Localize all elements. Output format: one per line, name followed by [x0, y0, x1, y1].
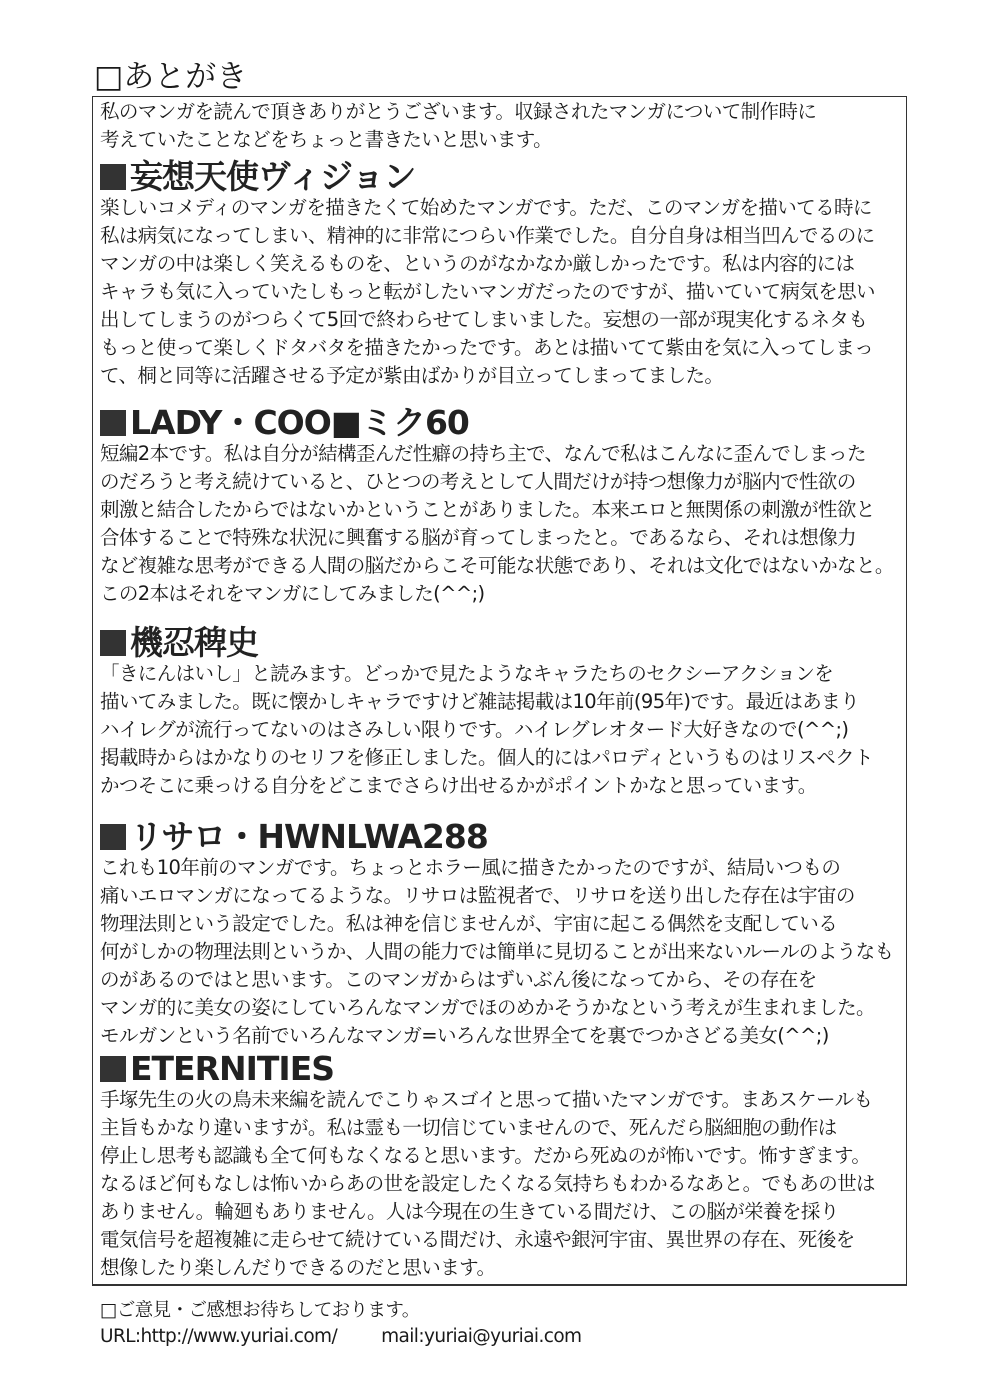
intro	[100, 98, 910, 154]
body-line: これも10年前のマンガです。ちょっとホラー風に描きたかったのですが、結局いつもの	[100, 856, 841, 879]
body-line: マンガ的に美女の姿にしていろんなマンガでほのめかそうかなという考えが生まれました。	[100, 996, 875, 1019]
intro-line: 考えていたことなどをちょっと書きたいと思います。	[100, 128, 553, 151]
body-line: もっと使って楽しくドタバタを描きたかったです。あとは描いてて紫由を気に入ってしまっ	[100, 336, 874, 359]
body-line: のだろうと考え続けていると、ひとつの考えとして人間だけが持つ想像力が脳内で性欲の	[100, 470, 856, 493]
black-square-icon	[100, 410, 126, 436]
body-line: 主旨もかなり違いますが。私は霊も一切信じていませんので、死んだら脳細胞の動作は	[100, 1116, 837, 1139]
body-line: 私は病気になってしまい、精神的に非常につらい作業でした。自分自身は相当凹んでるのに	[100, 224, 875, 247]
body-line: 手塚先生の火の鳥未来編を読んでこりゃスゴイと思って描いたマンガです。まあスケールも	[100, 1088, 873, 1111]
body-line: キャラも気に入っていたしもっと転がしたいマンガだったのですが、描いていて病気を思い	[100, 280, 875, 303]
section-heading-text: ETERNITIES	[130, 1049, 335, 1088]
body-line: て、桐と同等に活躍させる予定が紫由ばかりが目立ってしまってました。	[100, 364, 724, 387]
body-line: のがあるのではと思います。このマンガからはずいぶん後になってから、その存在を	[100, 968, 817, 991]
section-eternities	[100, 1049, 910, 1282]
section-heading-text: LADY・COO■ミク60	[130, 403, 469, 442]
body-line: ハイレグが流行ってないのはさみしい限りです。ハイレグレオタード大好きなので(^^;)	[100, 718, 849, 741]
black-square-icon	[100, 630, 126, 656]
black-square-icon	[100, 164, 126, 190]
body-line: 掲載時からはかなりのセリフを修正しました。個人的にはパロディというものはリスペクト	[100, 746, 873, 769]
section-heading	[100, 403, 910, 442]
body-line: 物理法則という設定でした。私は神を信じませんが、宇宙に起こる偶然を支配している	[100, 912, 838, 935]
section-heading	[100, 623, 910, 662]
section-heading-text: 妄想天使ヴィジョン	[130, 157, 416, 196]
section-heading-text: リサロ・HWNLWA288	[130, 817, 488, 856]
body-line: 「きにんはいし」と読みます。どっかで見たようなキャラたちのセクシーアクションを	[100, 662, 834, 685]
body-line: など複雑な思考ができる人間の脳だからこそ可能な状態であり、それは文化ではないかなと。	[100, 554, 894, 577]
body-line: 刺激と結合したからではないかということがありました。本来エロと無関係の刺激が性欲と	[100, 498, 875, 521]
section-kinin-haishi	[100, 623, 910, 800]
section-heading	[100, 1049, 910, 1088]
body-line: ありません。輪廻もありません。人は今現在の生きている間だけ、この脳が栄養を採り	[100, 1200, 839, 1223]
page-title: □あとがき	[94, 59, 248, 95]
body-line: 痛いエロマンガになってるような。リサロは監視者で、リサロを送り出した存在は宇宙の	[100, 884, 855, 907]
body-line: なるほど何もなしは怖いからあの世を設定したくなる気持ちもわかるなあと。でもあの世は	[100, 1172, 875, 1195]
section-heading	[100, 817, 910, 856]
body-line: モルガンという名前でいろんなマンガ=いろんな世界全てを裏でつかさどる美女(^^;)	[100, 1024, 829, 1047]
black-square-icon	[100, 1056, 126, 1082]
body-line: 停止し思考も認識も全て何もなくなると思います。だから死ぬのが怖いです。怖すぎます。	[100, 1144, 871, 1167]
website-url[interactable]: URL:http://www.yuriai.com/	[100, 1326, 338, 1347]
body-line: 描いてみました。既に懐かしキャラですけど雑誌掲載は10年前(95年)です。最近はあまり	[100, 690, 859, 713]
section-lady-coo	[100, 403, 910, 608]
section-risaro	[100, 817, 910, 1050]
section-heading	[100, 157, 910, 196]
body-line: 短編2本です。私は自分が結構歪んだ性癖の持ち主で、なんで私はこんなに歪んでしまった	[100, 442, 866, 465]
intro-line: 私のマンガを読んで頂きありがとうございます。収録されたマンガについて制作時に	[100, 100, 817, 123]
black-square-icon	[100, 824, 126, 850]
email-address[interactable]: mail:yuriai@yuriai.com	[381, 1326, 582, 1347]
body-line: 想像したり楽しんだりできるのだと思います。	[100, 1256, 496, 1279]
body-line: マンガの中は楽しく笑えるものを、というのがなかなか厳しかったです。私は内容的には	[100, 252, 855, 275]
body-line: 楽しいコメディのマンガを描きたくて始めたマンガです。ただ、このマンガを描いてる時に	[100, 196, 872, 219]
section-heading-text: 機忍稗史	[130, 623, 258, 662]
section-mousou-tenshi	[100, 157, 910, 390]
body-line: 出してしまうのがつらくて5回で終わらせてしまいました。妄想の一部が現実化するネタも	[100, 308, 868, 331]
body-line: 合体することで特殊な状況に興奮する脳が育ってしまったと。であるなら、それは想像力	[100, 526, 857, 549]
footer	[100, 1298, 581, 1350]
feedback-message: □ご意見・ご感想お待ちしております。	[100, 1300, 420, 1321]
body-line: 何がしかの物理法則というか、人間の能力では簡単に見切ることが出来ないルールのようなも	[100, 940, 894, 963]
body-line: この2本はそれをマンガにしてみました(^^;)	[100, 582, 485, 605]
body-line: かつそこに乗っける自分をどこまでさらけ出せるかがポイントかなと思っています。	[100, 774, 817, 797]
body-line: 電気信号を超複雑に走らせて続けている間だけ、永遠や銀河宇宙、異世界の存在、死後を	[100, 1228, 855, 1251]
